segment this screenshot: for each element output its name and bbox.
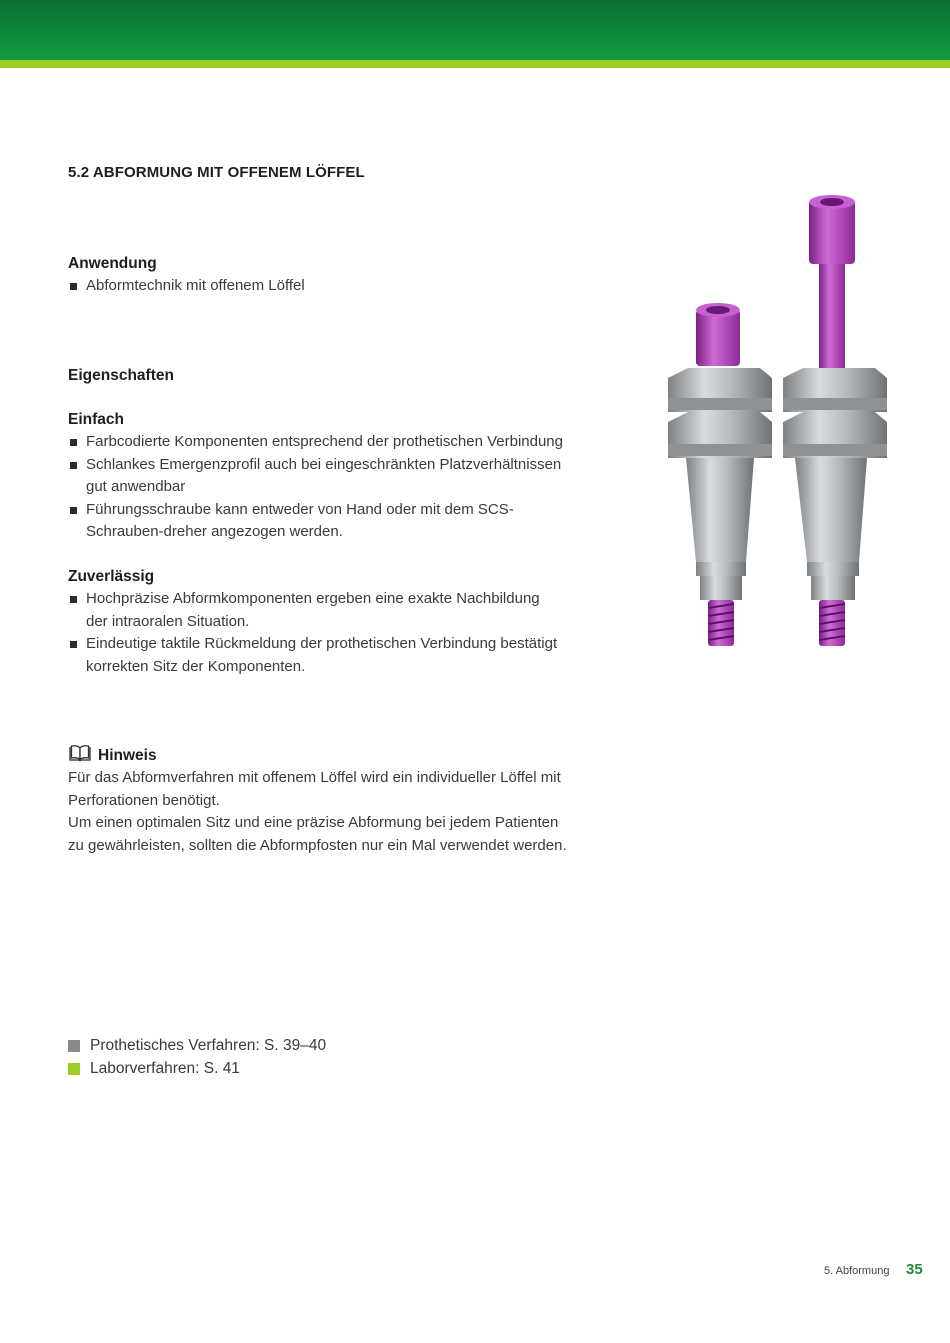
list-item: Führungsschraube kann entweder von Hand oder mit dem SCS-Schrauben-dreher angezogen werden. — [68, 499, 580, 544]
reference-label: Prothetisches Verfahren: S. 39–40 — [90, 1036, 327, 1054]
grey-square-icon — [68, 1040, 80, 1052]
header-accent-stripe — [0, 60, 950, 68]
einfach-heading: Einfach — [68, 411, 124, 428]
eigenschaften-block — [68, 365, 588, 387]
reference-item — [68, 1057, 326, 1080]
impression-post-long-image — [775, 192, 895, 654]
list-item: Abformtechnik mit offenem Löffel — [68, 275, 588, 298]
list-item: Hochpräzise Abformkomponenten ergeben eine exakte Nachbildung der intraoralen Situation. — [68, 588, 558, 633]
book-icon — [68, 744, 92, 767]
hinweis-paragraph: Um einen optimalen Sitz und eine präzise Abformung bei jedem Patienten zu gewährleisten, sollten die Abformpfosten nur ein Mal verwendet werden. — [68, 814, 567, 854]
list-item: Farbcodierte Komponenten entsprechend der prothetischen Verbindung — [68, 431, 580, 454]
hinweis-heading: Hinweis — [98, 746, 157, 764]
list-item: Schlankes Emergenzprofil auch bei eingeschränkten Platzverhältnissen gut anwendbar — [68, 454, 580, 499]
anwendung-list — [68, 275, 588, 298]
einfach-block — [68, 409, 580, 544]
section-title: 5.2 ABFORMUNG MIT OFFENEM LÖFFEL — [68, 164, 365, 181]
footer-chapter-label: 5. Abformung — [824, 1265, 890, 1277]
hinweis-header — [68, 744, 568, 767]
einfach-list — [68, 431, 580, 544]
reference-item — [68, 1034, 326, 1057]
hinweis-block — [68, 744, 568, 857]
reference-label: Laborverfahren: S. 41 — [90, 1059, 240, 1077]
page-number: 35 — [906, 1261, 923, 1278]
impression-post-short-image — [660, 192, 780, 654]
zuverlaessig-block — [68, 566, 558, 678]
zuverlaessig-heading: Zuverlässig — [68, 568, 155, 585]
anwendung-block — [68, 253, 588, 298]
list-item: Eindeutige taktile Rückmeldung der prothetischen Verbindung bestätigt korrekten Sitz der Komponenten. — [68, 633, 558, 678]
anwendung-heading: Anwendung — [68, 255, 157, 272]
green-square-icon — [68, 1063, 80, 1075]
eigenschaften-heading: Eigenschaften — [68, 367, 174, 384]
zuverlaessig-list — [68, 588, 558, 678]
reference-list — [68, 1034, 326, 1080]
header-band — [0, 0, 950, 60]
hinweis-paragraph: Für das Abformverfahren mit offenem Löffel wird ein individueller Löffel mit Perforationen benötigt. — [68, 769, 561, 809]
